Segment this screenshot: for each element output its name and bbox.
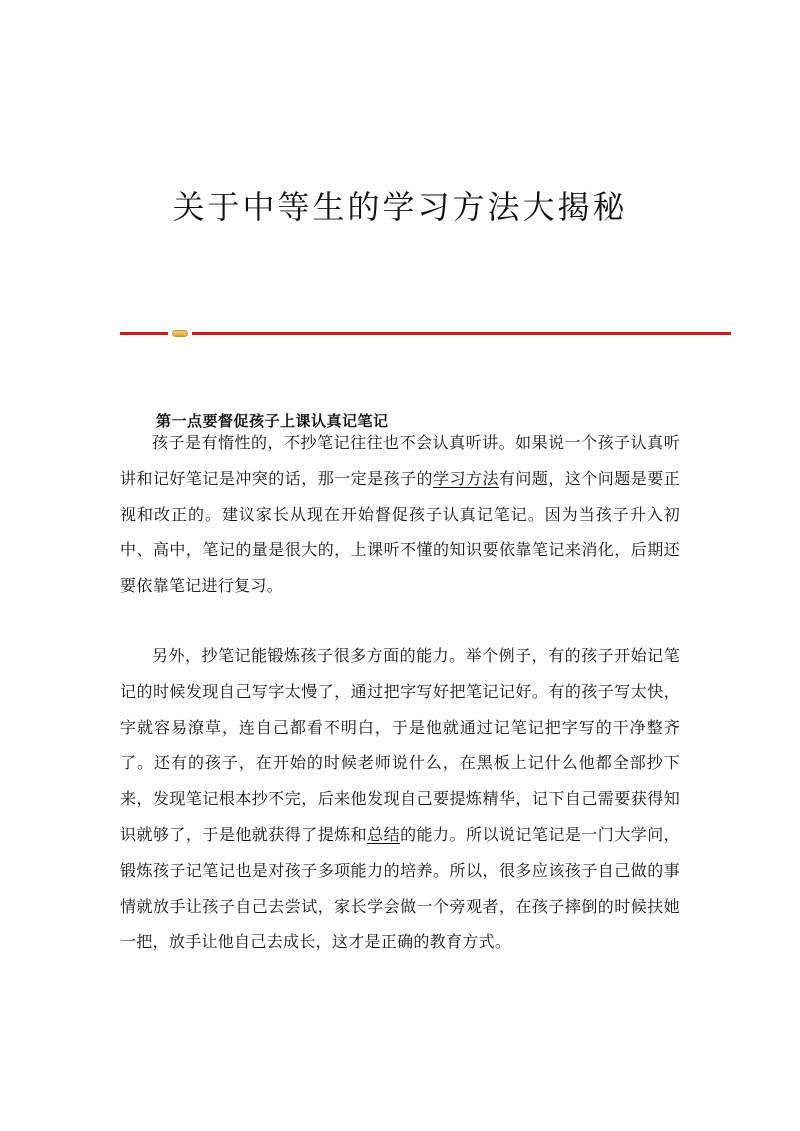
section-heading: 第一点要督促孩子上课认真记笔记 (156, 412, 389, 430)
paragraph-2-text-start: 另外，抄笔记能锻炼孩子很多方面的能力。举个例子，有的孩子开始记笔记的时候发现自己写字太慢了，通过把字写好把笔记记好。有的孩子写太快，字就容易潦草，连自己都看不明白，于是他就通过记笔记把字写的干净整齐了。还有的孩子，在开始的时候老师说什么，在黑板上记什么他都全部抄下来，发现笔记根本抄不完，后来他发现自己要提炼精华，记下自己需要获得知识就够了，于是他就获得了提炼和 (120, 646, 680, 844)
divider-line-left (120, 332, 168, 335)
document-title: 关于中等生的学习方法大揭秘 (172, 188, 628, 226)
paragraph-1-text-start: 孩子是有惰性的，不抄笔记往往也不会认真听讲。如果说一个孩子认真听讲和记好笔记是冲突的话，那一定是孩子的 (120, 433, 680, 488)
divider-line-right (192, 332, 731, 335)
paragraph-2-text-end: 的能力。所以说记笔记是一门大学问，锻炼孩子记笔记也是对孩子多项能力的培养。所以，很多应该孩子自己做的事情就放手让孩子自己去尝试，家长学会做一个旁观者，在孩子摔倒的时候扶她一把，放手让他自己去成长，这才是正确的教育方式。 (120, 824, 680, 952)
paragraph-1-text-end: 有问题，这个问题是要正视和改正的。建议家长从现在开始督促孩子认真记笔记。因为当孩子升入初中、高中，笔记的量是很大的，上课听不懂的知识要依靠笔记来消化，后期还要依靠笔记进行复习。 (120, 468, 680, 596)
divider-ornament-icon (172, 330, 188, 337)
study-method-link[interactable]: 学习方法 (433, 468, 499, 488)
summary-link[interactable]: 总结 (367, 824, 401, 844)
paragraph-1 (120, 425, 680, 604)
title-divider (120, 330, 731, 336)
paragraph-2 (120, 638, 680, 960)
